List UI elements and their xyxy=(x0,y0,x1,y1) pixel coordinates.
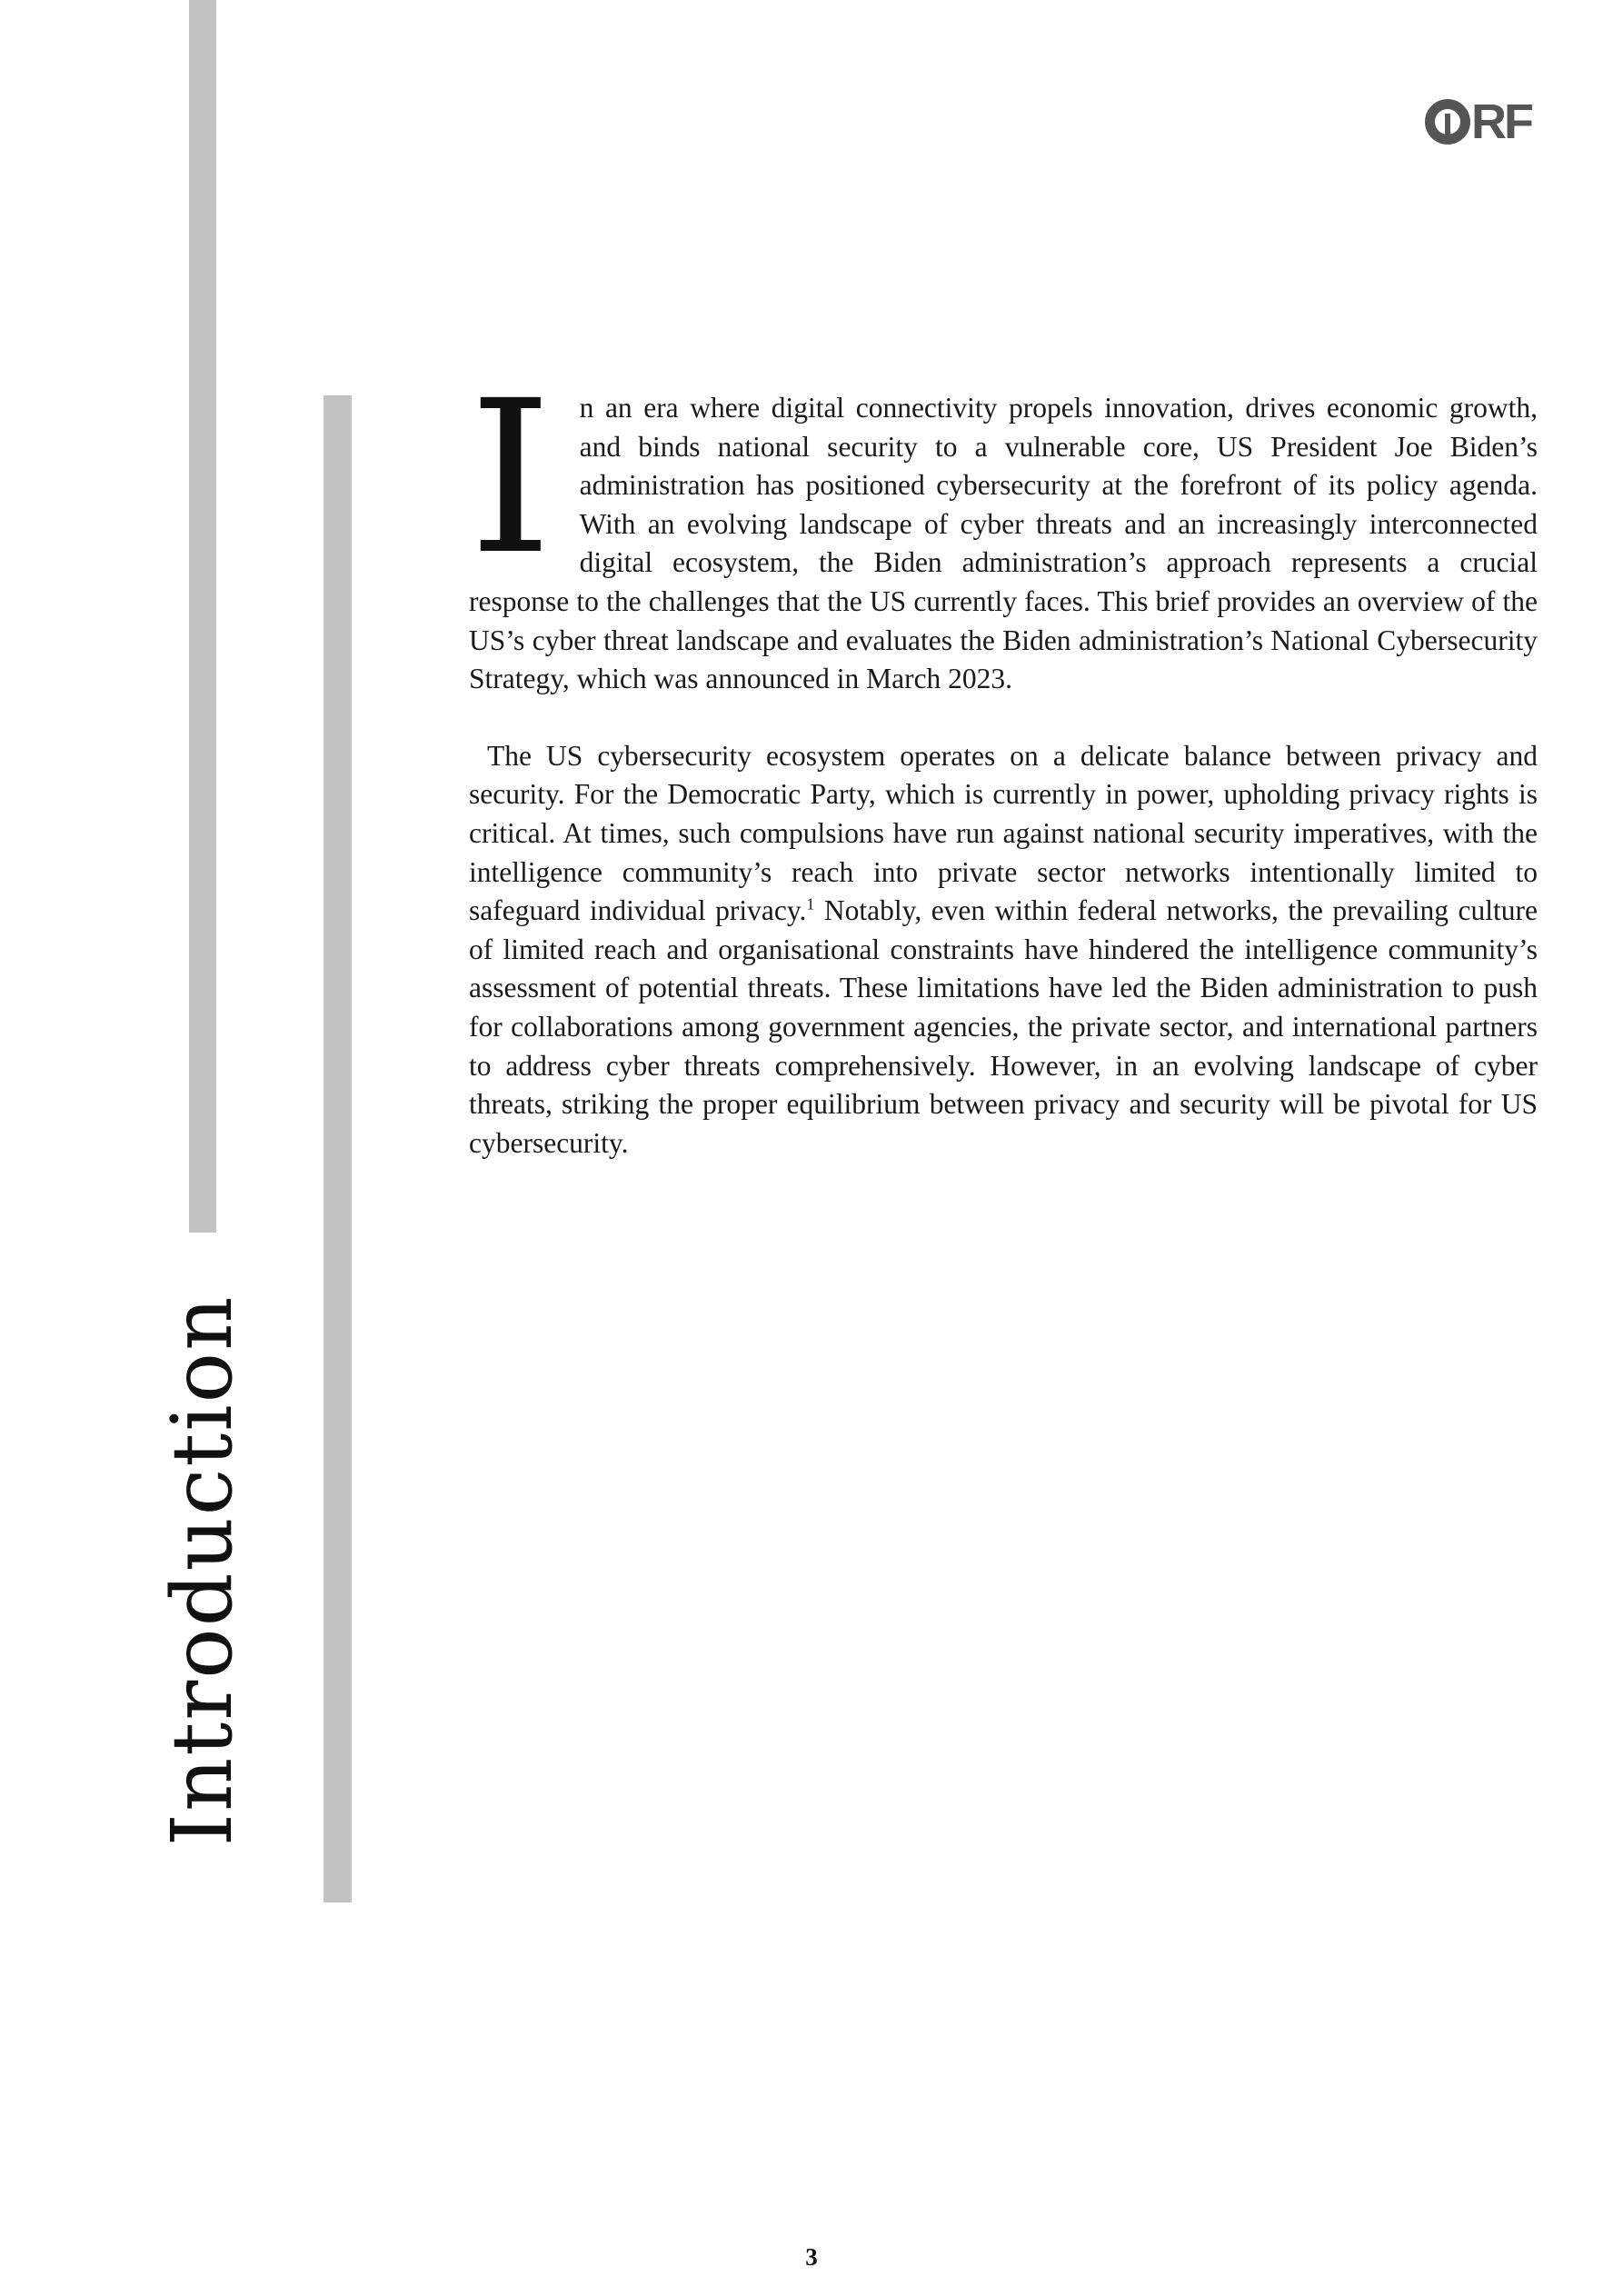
decorative-bar-long xyxy=(324,395,352,1902)
page-number: 3 xyxy=(805,2243,818,2271)
paragraph-1 xyxy=(469,355,1538,699)
footnote-marker[interactable]: 1 xyxy=(806,894,815,913)
paragraph-2-text-before-note: The US cybersecurity ecosystem operates on a delicate balance between privacy and security. For the Democratic Party, which is currently in power, upholding privacy rights is critical. At times, such compulsions have run against national security imperatives, with the intelligence community’s reach into private sector networks intentionally limited to safeguard individual privacy. xyxy=(469,739,1538,927)
orf-tree-logo-icon xyxy=(1425,99,1470,145)
section-title: Introduction xyxy=(154,1294,251,1847)
body-text xyxy=(469,355,1538,1163)
logo-text: RF xyxy=(1471,95,1531,149)
section-title-container xyxy=(153,1233,253,1910)
paragraph-2-text-after-note: Notably, even within federal networks, the prevailing culture of limited reach and organisational constraints have hindered the intelligence community’s assessment of potential threats. These limitations have led the Biden administration to push for collaborations among government agencies, the private sector, and international partners to address cyber threats comprehensively. However, in an evolving landscape of cyber threats, striking the proper equilibrium between privacy and security will be pivotal for US cybersecurity. xyxy=(469,894,1538,1159)
decorative-bar-top xyxy=(189,0,216,1233)
paragraph-2 xyxy=(469,737,1538,1163)
drop-cap: I xyxy=(469,355,553,601)
paragraph-1-text: n an era where digital connectivity propels innovation, drives economic growth, and binds national security to a vulnerable core, US President Joe Biden’s administration has positioned cybersecurity at the forefront of its policy agenda. With an evolving landscape of cyber threats and an increasingly interconnected digital ecosystem, the Biden administration’s approach represents a crucial response to the challenges that the US currently faces. This brief provides an overview of the US’s cyber threat landscape and evaluates the Biden administration’s National Cybersecurity Strategy, which was announced in March 2023. xyxy=(469,392,1538,695)
orf-logo xyxy=(1425,96,1531,147)
